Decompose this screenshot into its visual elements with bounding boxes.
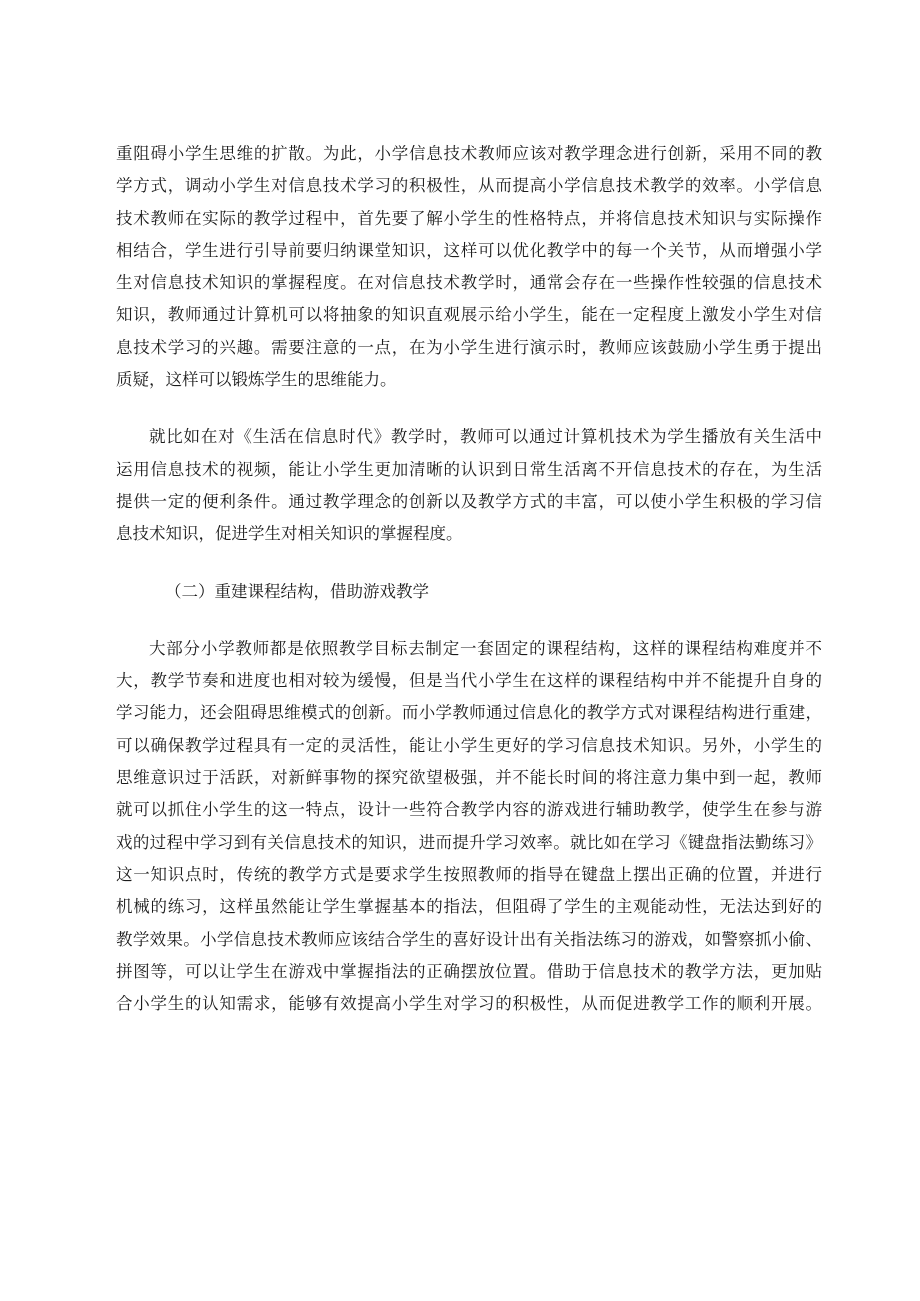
paragraph-gap [116,396,822,421]
paragraph-gap [116,551,822,576]
text-line: 生对信息技术知识的掌握程度。在对信息技术教学时，通常会存在一些操作性较强的信息技术 [116,273,822,293]
text-line: 重阻碍小学生思维的扩散。为此，小学信息技术教师应该对教学理念进行创新，采用不同的教 [116,144,822,163]
text-line: 运用信息技术的视频，能让小学生更加清晰的认识到日常生活离不开信息技术的存在，为生活 [116,459,822,479]
paragraph-gap [116,608,822,633]
text-line: 息技术学习的兴趣。需要注意的一点，在为小学生进行演示时，教师应该鼓励小学生勇于提出 [116,337,822,357]
text-line: 机械的练习，这样虽然能让学生掌握基本的指法，但阻碍了学生的主观能动性，无法达到好的 [116,897,822,917]
text-line: 息技术知识，促进学生对相关知识的掌握程度。 [116,524,463,544]
text-line: 学习能力，还会阻碍思维模式的创新。而小学教师通过信息化的教学方式对课程结构进行重建， [116,703,822,723]
text-line: 学方式，调动小学生对信息技术学习的积极性，从而提高小学信息技术教学的效率。小学信息 [116,176,822,196]
text-line: 提供一定的便利条件。通过教学理念的创新以及教学方式的丰富，可以使小学生积极的学习信 [116,491,822,511]
text-line: 可以确保教学过程具有一定的灵活性，能让小学生更好的学习信息技术知识。另外，小学生的 [116,735,822,755]
text-line: 大部分小学教师都是依照教学目标去制定一套固定的课程结构，这样的课程结构难度并不 [149,638,822,658]
text-line: 就比如在对《生活在信息时代》教学时，教师可以通过计算机技术为学生播放有关生活中 [149,427,822,447]
text-line: 这一知识点时，传统的教学方式是要求学生按照教师的指导在键盘上摆出正确的位置，并进行 [116,864,822,884]
body-paragraph [116,633,822,1021]
document-page [116,138,822,1020]
text-line: 就可以抓住小学生的这一特点，设计一些符合教学内容的游戏进行辅助教学，使学生在参与游 [116,800,822,820]
text-line: 技术教师在实际的教学过程中，首先要了解小学生的性格特点，并将信息技术知识与实际操作 [116,208,822,228]
text-line: 拼图等，可以让学生在游戏中掌握指法的正确摆放位置。借助于信息技术的教学方法，更加贴 [116,961,822,981]
text-line: 合小学生的认知需求，能够有效提高小学生对学习的积极性，从而促进教学工作的顺利开展。 [116,994,822,1014]
text-line: 知识，教师通过计算机可以将抽象的知识直观展示给小学生，能在一定程度上激发小学生对信 [116,305,822,325]
body-paragraph [116,138,822,396]
body-paragraph [116,421,822,550]
text-line: 思维意识过于活跃，对新鲜事物的探究欲望极强，并不能长时间的将注意力集中到一起，教师 [116,768,822,788]
text-line: 戏的过程中学习到有关信息技术的知识，进而提升学习效率。就比如在学习《键盘指法勤练习》 [116,832,822,852]
text-line: 质疑，这样可以锻炼学生的思维能力。 [116,370,397,390]
text-line: 教学效果。小学信息技术教师应该结合学生的喜好设计出有关指法练习的游戏，如警察抓小偷、 [116,929,822,949]
text-line: 大，教学节奏和进度也相对较为缓慢，但是当代小学生在这样的课程结构中并不能提升自身的 [116,671,822,691]
text-line: 相结合，学生进行引导前要归纳课堂知识，这样可以优化教学中的每一个关节，从而增强小学 [116,240,822,260]
section-heading: （二）重建课程结构，借助游戏教学 [165,581,429,601]
